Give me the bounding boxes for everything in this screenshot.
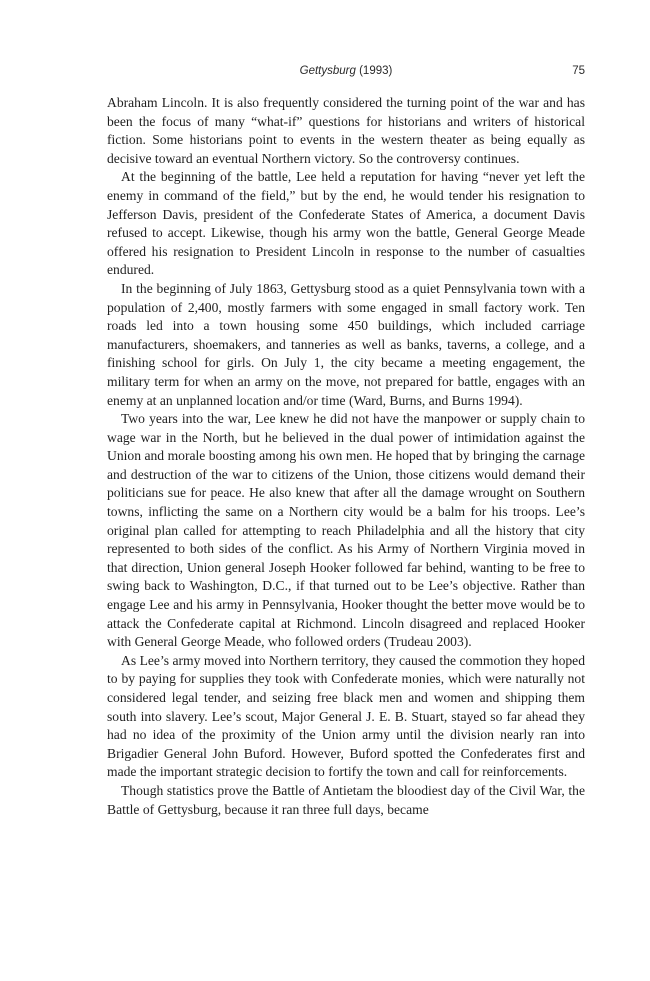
body-text	[107, 94, 585, 819]
running-title	[107, 65, 585, 77]
paragraph: Though statistics prove the Battle of Antietam the bloodiest day of the Civil War, the Battle of Gettysburg, because it ran three full days, became	[107, 782, 585, 817]
page-number: 75	[572, 65, 585, 77]
paragraph: Two years into the war, Lee knew he did not have the manpower or supply chain to wage war in the North, but he believed in the dual power of intimidation against the Union and morale boosting among his own men. He hoped that by bringing the carnage and destruction of the war to citizens of the Union, those citizens would demand their politicians sue for peace. He also knew that after all the damage wrought on Southern towns, inflicting the same on a Northern city would be a balm for his troops. Lee’s original plan called for attempting to reach Philadelphia and all the history that city represented to both sides of the conflict. As his Army of Northern Virginia moved in that direction, Union general Joseph Hooker followed far behind, wanting to be free to swing back to Washington, D.C., if that turned out to be Lee’s objective. Rather than engage Lee and his army in Pennsylvania, Hooker thought the better move would be to attack the Confederate capital at Richmond. Lincoln disagreed and replaced Hooker with General George Meade, who followed orders (Trudeau 2003).	[107, 411, 585, 650]
running-title-book: Gettysburg	[299, 65, 356, 77]
running-title-year: (1993)	[359, 65, 393, 77]
paragraph-continued: Abraham Lincoln. It is also frequently considered the turning point of the war and has been the focus of many “what-if” questions for historians and writers of historical fiction. Some historians point to events in the western theater as being equally as decisive toward an eventual Northern victory. So the controversy continues.	[107, 95, 585, 166]
running-head	[107, 63, 585, 83]
paragraph: As Lee’s army moved into Northern territory, they caused the commotion they hoped to by paying for supplies they took with Confederate monies, which were naturally not considered legal tender, and seizing free black men and women and shipping them south into slavery. Lee’s scout, Major General J. E. B. Stuart, stayed so far ahead they had no idea of the proximity of the Union army until the division nearly ran into Brigadier General John Buford. However, Buford spotted the Confederates first and made the important strategic decision to fortify the town and call for reinforcements.	[107, 652, 585, 780]
paragraph: In the beginning of July 1863, Gettysburg stood as a quiet Pennsylvania town with a population of 2,400, mostly farmers with some engaged in small factory work. Ten roads led into a town housing some 450 buildings, which included carriage manufacturers, shoemakers, and tanneries as well as banks, taverns, a college, and a finishing school for girls. On July 1, the city became a meeting engagement, the military term for when an army on the move, not prepared for battle, engages with an enemy at an unplanned location and/or time (Ward, Burns, and Burns 1994).	[107, 280, 585, 408]
paragraph: At the beginning of the battle, Lee held a reputation for having “never yet left the enemy in command of the field,” but by the end, he would tender his resignation to Jefferson Davis, president of the Confederate States of America, a document Davis refused to accept. Likewise, though his army won the battle, General George Meade offered his resignation to President Lincoln in response to the number of casualties endured.	[107, 169, 585, 278]
